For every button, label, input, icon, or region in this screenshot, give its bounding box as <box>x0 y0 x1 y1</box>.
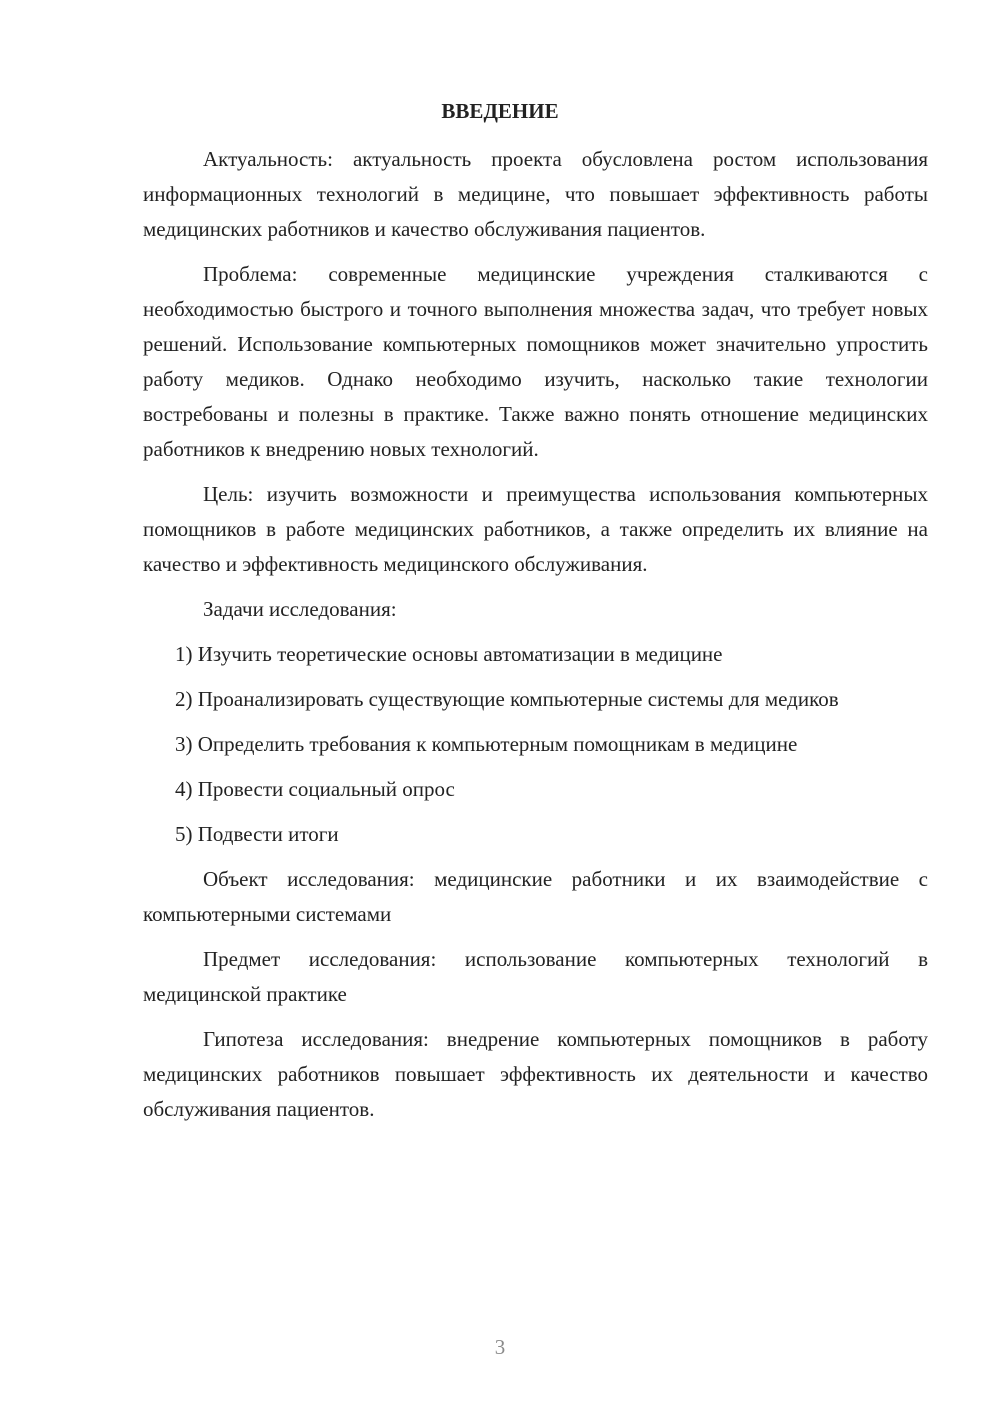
paragraph-problem: Проблема: современные медицинские учреждения сталкиваются с необходимостью быстрого и точного выполнения множества задач, что требует новых решений. Использование компьютерных помощников может значительно упростить работу медиков. Однако необходимо изучить, насколько такие технологии востребованы и полезны в практике. Также важно понять отношение медицинских работников к внедрению новых технологий. <box>143 262 928 461</box>
paragraph-goal: Цель: изучить возможности и преимущества использования компьютерных помощников в работе медицинских работников, а также определить их влияние на качество и эффективность медицинского обслуживания. <box>143 482 928 576</box>
tasks-heading: Задачи исследования: <box>203 597 397 621</box>
paragraph-hypothesis: Гипотеза исследования: внедрение компьютерных помощников в работу медицинских работников повышает эффективность их деятельности и качество обслуживания пациентов. <box>143 1027 928 1121</box>
task-item: 5) Подвести итоги <box>175 822 339 846</box>
task-item: 1) Изучить теоретические основы автоматизации в медицине <box>175 642 723 666</box>
task-item: 3) Определить требования к компьютерным помощникам в медицине <box>175 732 798 756</box>
paragraph-object: Объект исследования: медицинские работники и их взаимодействие с компьютерными системами <box>143 867 928 926</box>
page-number: 3 <box>494 1335 506 1359</box>
body-text <box>143 142 928 1127</box>
paragraph-relevance: Актуальность: актуальность проекта обусловлена ростом использования информационных технологий в медицине, что повышает эффективность работы медицинских работников и качество обслуживания пациентов. <box>143 147 928 241</box>
page-title: ВВЕДЕНИЕ <box>441 99 559 123</box>
task-item: 2) Проанализировать существующие компьютерные системы для медиков <box>175 687 839 711</box>
task-item: 4) Провести социальный опрос <box>175 777 455 801</box>
paragraph-subject: Предмет исследования: использование компьютерных технологий в медицинской практике <box>143 947 928 1006</box>
